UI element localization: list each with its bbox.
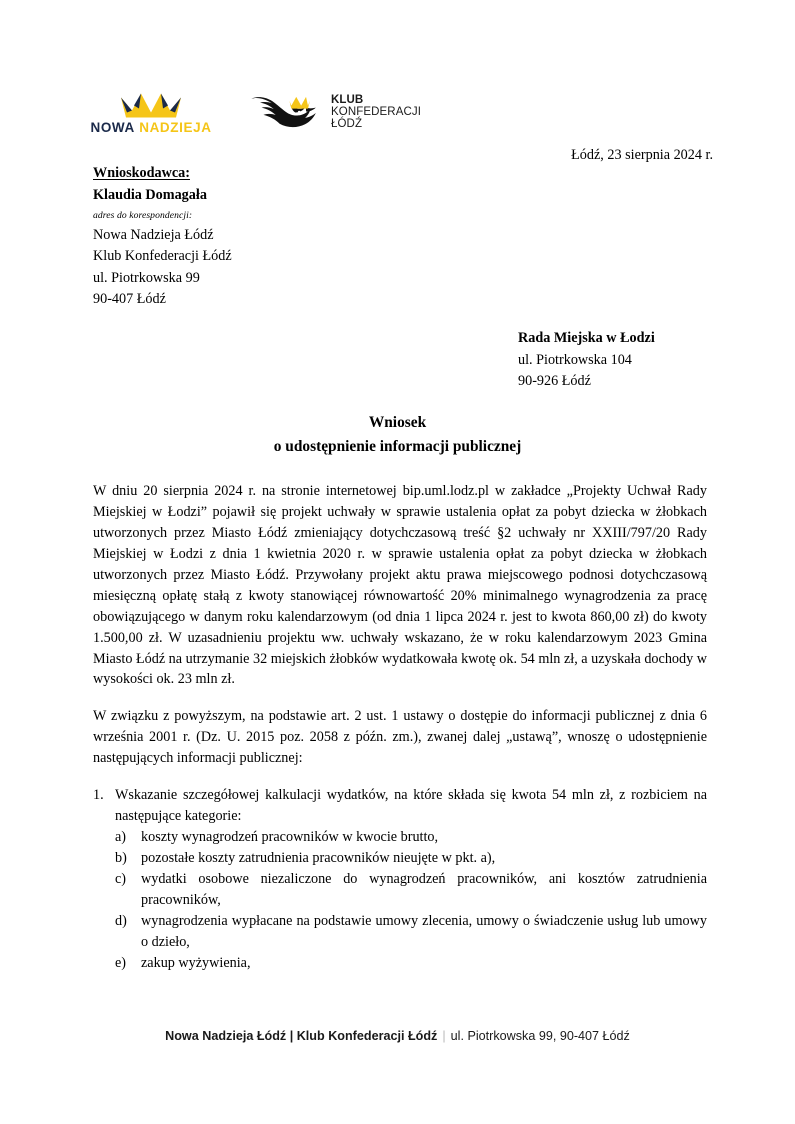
- body-paragraph-2: W związku z powyższym, na podstawie art. 2 ust. 1 ustawy o dostępie do informacji publicznej z dnia 6 września 2001 r. (Dz. U. 2015 poz. 2058 z późn. zm.), zwanej dalej „ustawą”, wnoszę o udostępnienie następujących informacji publicznej:: [93, 708, 707, 767]
- request-sublist-item: [115, 869, 707, 911]
- applicant-block: [93, 163, 423, 311]
- logo-klub-konfederacji: [248, 90, 421, 134]
- request-sublist-item: [115, 848, 707, 869]
- request-subitem-marker: b): [115, 850, 127, 866]
- request-sublist-item: [115, 827, 707, 848]
- applicant-name: Klaudia Domagała: [93, 186, 207, 203]
- page-footer: [0, 1029, 795, 1043]
- footer-separator: |: [442, 1029, 446, 1043]
- request-subitem-text: koszty wynagrodzeń pracowników w kwocie brutto,: [141, 829, 439, 846]
- request-sublist-item: [115, 911, 707, 953]
- request-subitem-text: wynagrodzenia wypłacane na podstawie umowy zlecenia, umowy o świadczenie usług lub umowy o dzieło,: [141, 912, 707, 950]
- applicant-address-line: Klub Konfederacji Łódź: [93, 248, 232, 265]
- document-title-line-2: o udostępnienie informacji publicznej: [273, 437, 522, 455]
- konfederacja-line-lodz: ŁÓDŹ: [331, 118, 363, 131]
- request-subitem-marker: d): [115, 912, 127, 929]
- recipient-address-line: 90-926 Łódź: [518, 373, 591, 390]
- recipient-name: Rada Miejska w Łodzi: [518, 330, 655, 346]
- crown-icon: [119, 90, 183, 120]
- request-sublist: [115, 827, 707, 974]
- request-sublist-item: [115, 953, 707, 974]
- footer-organizations: Nowa Nadzieja Łódź | Klub Konfederacji Łódź: [165, 1029, 438, 1043]
- recipient-address-line: ul. Piotrkowska 104: [518, 351, 632, 368]
- document-body: [93, 481, 707, 974]
- date-line: Łódź, 23 sierpnia 2024 r.: [571, 147, 713, 163]
- konfederacja-line-klub: KLUB: [331, 93, 364, 106]
- nowa-nadzieja-word-second: NADZIEJA: [139, 119, 212, 135]
- request-subitem-text: pozostałe koszty zatrudnienia pracowników nieujęte w pkt. a),: [141, 850, 496, 866]
- applicant-correspondence-label: adres do korespondencji:: [93, 210, 193, 222]
- request-subitem-text: zakup wyżywienia,: [141, 954, 251, 971]
- body-paragraph-1: W dniu 20 sierpnia 2024 r. na stronie internetowej bip.uml.lodz.pl w zakładce „Projekty Uchwał Rady Miejskiej w Łodzi” pojawił się projekt uchwały w sprawie ustalenia opłat za pobyt dziecka w żłobkach utworzonych przez Miasto Łódź zmieniający dotychczasową treść §2 uchwały nr XXIII/797/20 Rady Miejskiej w Łodzi z dnia 1 kwietnia 2020 r. w sprawie ustalenia opłat za pobyt dziecka w żłobkach utworzonych przez Miasto Łódź. Przywołany projekt aktu prawa miejscowego podnosi dotychczasową miesięczną opłatę stałą z kwoty stanowiącej równowartość 20% minimalnego wynagrodzenia za pracę obowiązującego w danym roku kalendarzowym (od dnia 1 lipca 2024 r. jest to kwota 860,00 zł) do kwoty 1.500,00 zł. W uzasadnieniu projektu ww. uchwały wskazano, że w roku kalendarzowym 2023 Gmina Miasto Łódź na utrzymanie 32 miejskich żłobków wydatkowała kwotę ok. 54 mln zł, a uzyskała dochody w wysokości ok. 23 mln zł.: [93, 483, 707, 688]
- konfederacja-line-konfederacji: KONFEDERACJI: [331, 105, 422, 118]
- request-list-item-1: [93, 785, 707, 973]
- eagle-icon: [248, 90, 322, 134]
- document-title-line-1: Wniosek: [368, 414, 427, 431]
- applicant-address-line: Nowa Nadzieja Łódź: [93, 226, 214, 243]
- nowa-nadzieja-word-first: NOWA: [90, 119, 135, 135]
- request-item-text: Wskazanie szczegółowej kalkulacji wydatków, na które składa się kwota 54 mln zł, z rozbiciem na następujące kategorie:: [115, 787, 707, 825]
- header-logo-bar: [92, 72, 712, 134]
- recipient-block: [518, 328, 655, 393]
- applicant-label: Wnioskodawca:: [93, 165, 190, 181]
- request-subitem-marker: c): [115, 870, 127, 887]
- request-item-marker: 1.: [93, 787, 104, 804]
- request-subitem-marker: a): [115, 829, 127, 846]
- klub-konfederacji-wordmark: [331, 94, 421, 131]
- nowa-nadzieja-wordmark: [90, 121, 211, 135]
- request-subitem-text: wydatki osobowe niezaliczone do wynagrodzeń pracowników, ani kosztów zatrudnienia pracowników,: [141, 870, 707, 908]
- footer-address: ul. Piotrkowska 99, 90-407 Łódź: [450, 1029, 630, 1043]
- request-list: [93, 785, 707, 973]
- logo-nowa-nadzieja: [92, 90, 210, 135]
- applicant-address-line: ul. Piotrkowska 99: [93, 269, 200, 286]
- applicant-address-line: 90-407 Łódź: [93, 291, 166, 308]
- document-title: [0, 411, 795, 459]
- request-subitem-marker: e): [115, 954, 127, 971]
